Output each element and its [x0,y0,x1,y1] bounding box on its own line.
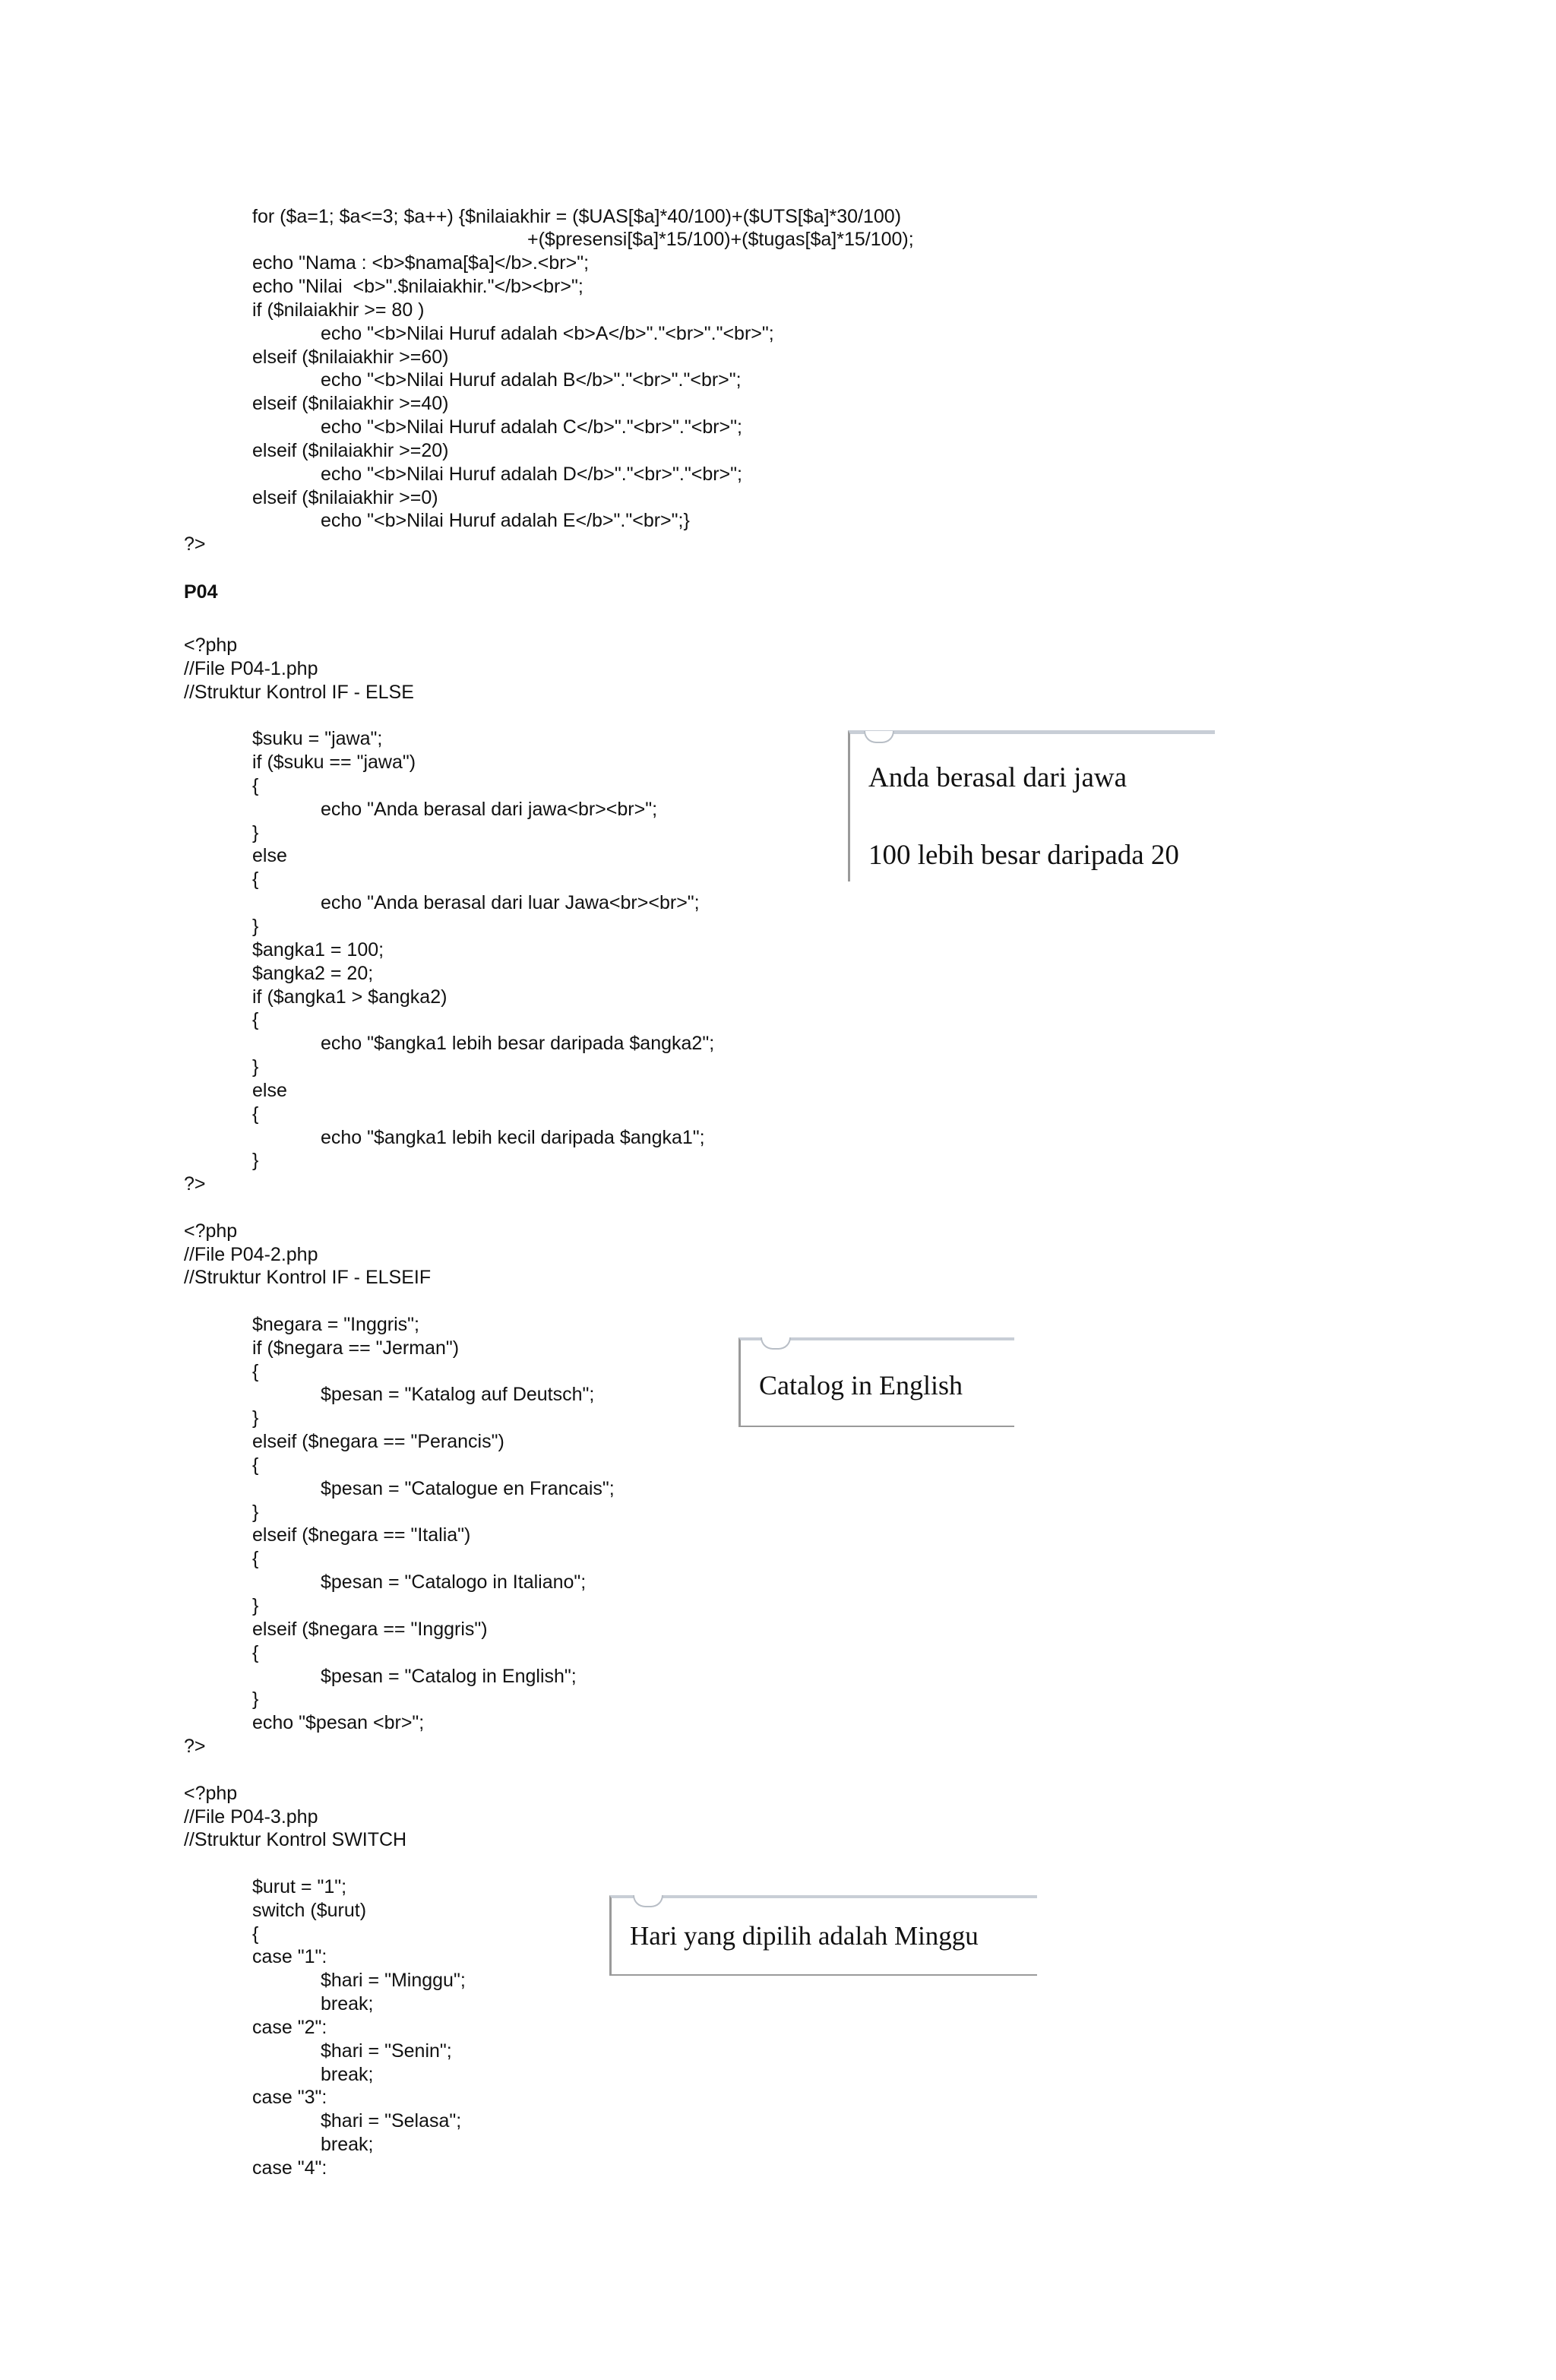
code-line: case "3": [252,2087,327,2108]
code-line: echo "<b>Nilai Huruf adalah <b>A</b>"."<br>"."<br>"; [321,323,774,344]
code-line: echo "Nama : <b>$nama[$a]</b>.<br>"; [252,252,590,274]
code-comment: //Struktur Kontrol SWITCH [184,1829,407,1850]
code-line: <?php [184,1220,238,1242]
output-screenshot-if-else [848,730,1215,881]
code-line: } [252,1056,259,1078]
code-line: $hari = "Selasa"; [321,2110,462,2132]
code-line: break; [321,1993,374,2014]
code-line: } [252,1595,259,1616]
code-line: echo "<b>Nilai Huruf adalah D</b>"."<br>"."<br>"; [321,464,742,485]
code-line: } [252,1502,259,1523]
code-line: break; [321,2134,374,2155]
code-line: if ($nilaiakhir >= 80 ) [252,299,425,321]
code-line: for ($a=1; $a<=3; $a++) {$nilaiakhir = ($UAS[$a]*40/100)+($UTS[$a]*30/100) [252,206,902,227]
code-comment: //File P04-1.php [184,658,318,679]
code-comment: //Struktur Kontrol IF - ELSEIF [184,1267,432,1288]
code-line: { [252,1009,259,1030]
code-comment: //File P04-3.php [184,1806,318,1828]
code-line: $urut = "1"; [252,1876,347,1897]
window-edge-icon [864,731,894,743]
code-line: echo "<b>Nilai Huruf adalah C</b>"."<br>"."<br>"; [321,416,742,438]
code-line: $suku = "jawa"; [252,728,383,749]
code-line: echo "<b>Nilai Huruf adalah E</b>"."<br>";} [321,510,690,531]
code-line: $pesan = "Catalog in English"; [321,1666,577,1687]
code-line: { [252,1103,259,1125]
code-line: switch ($urut) [252,1900,367,1921]
code-line: if ($negara == "Jerman") [252,1337,460,1359]
code-line: <?php [184,1783,238,1804]
code-line: if ($angka1 > $angka2) [252,986,448,1008]
code-line: elseif ($negara == "Inggris") [252,1619,488,1640]
code-line: elseif ($negara == "Italia") [252,1524,471,1546]
code-line: +($presensi[$a]*15/100)+($tugas[$a]*15/100); [527,229,914,250]
code-line: ?> [184,1736,206,1757]
code-line: { [252,1361,259,1382]
code-line: $hari = "Senin"; [321,2040,452,2062]
code-line: elseif ($nilaiakhir >=20) [252,440,449,461]
code-line: echo "Anda berasal dari luar Jawa<br><br>"; [321,892,700,913]
output-line: Catalog in English [759,1370,963,1400]
code-line: case "1": [252,1946,327,1967]
output-line: Anda berasal dari jawa [868,762,1127,793]
code-line: case "2": [252,2017,327,2038]
code-line: { [252,775,259,796]
output-screenshot-switch [609,1895,1037,1976]
code-line: $pesan = "Catalogue en Francais"; [321,1478,615,1499]
window-bottom-edge [741,1426,1014,1427]
output-screenshot-if-elseif [738,1337,1014,1427]
code-line: else [252,845,287,866]
code-line: elseif ($nilaiakhir >=60) [252,347,449,368]
code-line: $pesan = "Catalogo in Italiano"; [321,1571,587,1593]
code-line: ?> [184,533,206,555]
code-line: break; [321,2064,374,2085]
code-line: } [252,822,259,843]
section-heading: P04 [184,581,218,603]
code-line: echo "$angka1 lebih besar daripada $angka2"; [321,1033,715,1054]
code-line: <?php [184,635,238,656]
code-line: } [252,916,259,937]
window-edge-icon [633,1895,663,1907]
window-bottom-edge [612,1974,1037,1976]
output-line: Hari yang dipilih adalah Minggu [630,1921,979,1951]
code-line: case "4": [252,2157,327,2179]
code-line: $pesan = "Katalog auf Deutsch"; [321,1384,595,1405]
code-line: echo "Nilai <b>".$nilaiakhir."</b><br>"; [252,276,584,297]
code-line: } [252,1688,259,1710]
code-line: echo "<b>Nilai Huruf adalah B</b>"."<br>"."<br>"; [321,369,742,391]
code-line: $hari = "Minggu"; [321,1970,466,1991]
code-line: { [252,1642,259,1663]
code-line: { [252,1923,259,1945]
window-edge-icon [761,1337,791,1350]
code-line: if ($suku == "jawa") [252,752,416,773]
code-line: elseif ($negara == "Perancis") [252,1431,504,1452]
code-comment: //File P04-2.php [184,1244,318,1265]
code-line: { [252,1454,259,1476]
code-line: } [252,1407,259,1429]
code-line: { [252,1548,259,1569]
code-line: $angka2 = 20; [252,963,374,984]
code-line: $angka1 = 100; [252,939,384,961]
code-line: echo "$angka1 lebih kecil daripada $angka1"; [321,1127,705,1148]
code-line: echo "$pesan <br>"; [252,1712,425,1733]
code-line: ?> [184,1173,206,1195]
code-line: else [252,1080,287,1101]
code-line: elseif ($nilaiakhir >=40) [252,393,449,414]
code-comment: //Struktur Kontrol IF - ELSE [184,682,414,703]
code-line: { [252,869,259,890]
code-line: } [252,1150,259,1171]
output-line: 100 lebih besar daripada 20 [868,840,1179,871]
code-line: elseif ($nilaiakhir >=0) [252,487,438,508]
code-line: $negara = "Inggris"; [252,1314,419,1335]
code-line: echo "Anda berasal dari jawa<br><br>"; [321,799,658,820]
